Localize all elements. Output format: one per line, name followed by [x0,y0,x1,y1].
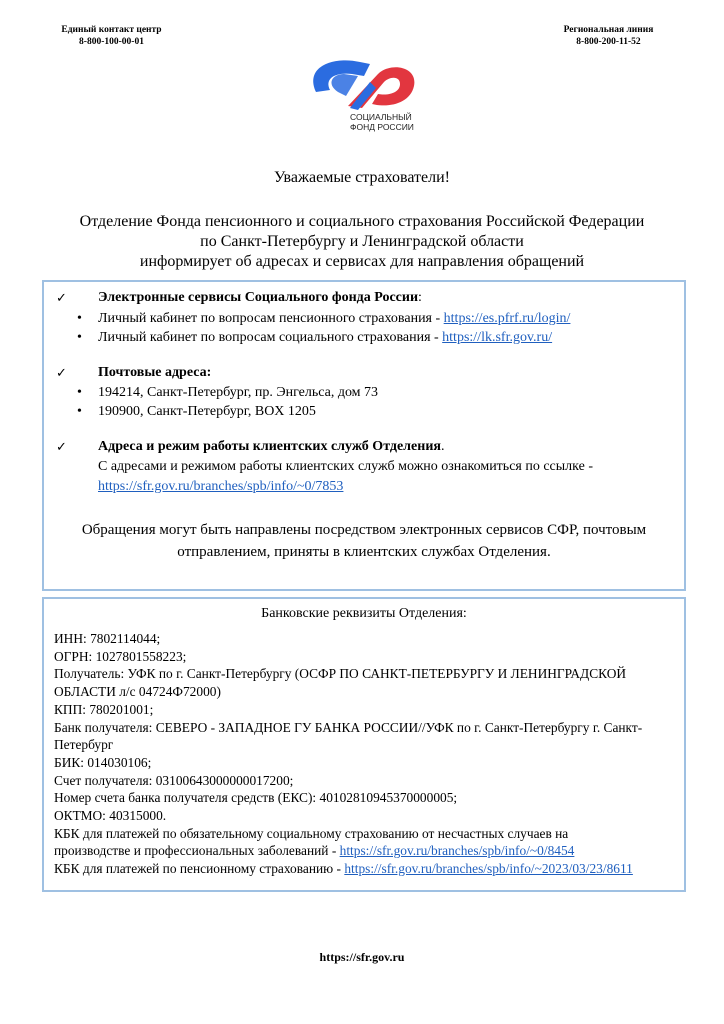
service-text: Личный кабинет по вопросам пенсионного страхования - [98,311,444,326]
services-title-suffix: : [418,290,422,305]
footer-site-link[interactable]: https://sfr.gov.ru [319,950,405,964]
services-title: Электронные сервисы Социального фонда России [98,290,419,305]
regional-line [541,24,676,48]
check-icon: ✓ [56,290,67,305]
sfr-logo-icon [286,52,446,136]
kbk2-link[interactable]: https://sfr.gov.ru/branches/spb/info/~2023/03/23/8611 [344,861,633,877]
bank-name-2: Петербург [54,737,114,753]
offices-text: С адресами и режимом работы клиентских служб можно ознакомиться по ссылке - [98,459,593,474]
intro [0,212,724,272]
bank-bik: БИК: 014030106; [54,754,152,770]
summary-line-2: отправлением, приняты в клиентских службах Отделения. [177,544,551,560]
services-section [56,289,422,307]
regional-line-title: Региональная линия [563,25,654,35]
postal-list [44,383,378,421]
postal-section [56,364,212,382]
offices-title: Адреса и режим работы клиентских служб Отделения [98,439,441,454]
kbk1-text: производстве и профессиональных заболеваний - [54,843,340,859]
bank-title: Банковские реквизиты Отделения: [261,606,467,621]
summary [54,519,674,563]
offices-link[interactable]: https://sfr.gov.ru/branches/spb/info/~0/7853 [98,479,344,494]
kbk1-link[interactable]: https://sfr.gov.ru/branches/spb/info/~0/8454 [339,843,575,859]
bank-ogrn: ОГРН: 1027801558223; [54,648,187,664]
bank-details-box [42,597,686,892]
offices-title-suffix: . [440,439,445,454]
list-item: • 190900, Санкт-Петербург, BOX 1205 [44,402,378,421]
bank-details [54,630,680,878]
bank-recipient-2: ОБЛАСТИ л/с 04724Ф72000) [54,684,221,700]
logo-blue-shape-2 [331,74,358,96]
services-list [44,309,570,347]
contact-center [44,24,179,48]
list-item [44,309,570,328]
bank-name-1: Банк получателя: СЕВЕРО - ЗАПАДНОЕ ГУ БАНКА РОССИИ//УФК по г. Санкт-Петербургу г. Санкт- [54,719,643,735]
bank-oktmo: ОКТМО: 40315000. [54,808,167,824]
logo-text-line1: СОЦИАЛЬНЫЙ [350,112,412,122]
intro-line-2: по Санкт-Петербургу и Ленинградской области [200,233,524,250]
sfr-logo [286,52,446,136]
regional-line-phone[interactable]: 8-800-200-11-52 [576,37,641,47]
contact-center-phone[interactable]: 8-800-100-00-01 [79,37,144,47]
social-cabinet-link[interactable]: https://lk.sfr.gov.ru/ [442,330,553,345]
postal-title: Почтовые адреса: [98,365,212,380]
bank-kbk2 [54,860,680,878]
greeting: Уважаемые страхователи! [274,169,450,186]
service-text: Личный кабинет по вопросам социального страхования - [98,330,443,345]
bank-eks: Номер счета банка получателя средств (ЕКС): 40102810945370000005; [54,790,458,806]
summary-line-1: Обращения могут быть направлены посредством электронных сервисов СФР, почтовым [81,522,647,538]
kbk2-text: КБК для платежей по пенсионному страхованию - [54,861,345,877]
bank-inn: ИНН: 7802114044; [54,631,161,646]
bank-kpp: КПП: 780201001; [54,701,154,717]
intro-line-1: Отделение Фонда пенсионного и социального страхования Российской Федерации [79,213,645,230]
offices-section [56,438,445,456]
pension-cabinet-link[interactable]: https://es.pfrf.ru/login/ [443,311,571,326]
check-icon: ✓ [56,439,67,454]
bank-kbk1-line-1: КБК для платежей по обязательному социальному страхованию от несчастных случаев на [54,825,569,841]
bank-recipient-1: Получатель: УФК по г. Санкт-Петербургу (ОСФР ПО САНКТ-ПЕТЕРБУРГУ И ЛЕНИНГРАДСКОЙ [54,666,627,682]
contacts-box [42,280,686,591]
intro-line-3: информирует об адресах и сервисах для направления обращений [139,253,585,270]
list-item [44,328,570,347]
bank-account: Счет получателя: 03100643000000017200; [54,772,294,788]
list-item: • 194214, Санкт-Петербург, пр. Энгельса, дом 73 [44,383,378,402]
offices-note [98,457,678,497]
bank-kbk1-line-2 [54,842,680,860]
contact-center-title: Единый контакт центр [61,25,162,35]
check-icon: ✓ [56,365,67,380]
logo-text-line2: ФОНД РОССИИ [350,122,414,132]
